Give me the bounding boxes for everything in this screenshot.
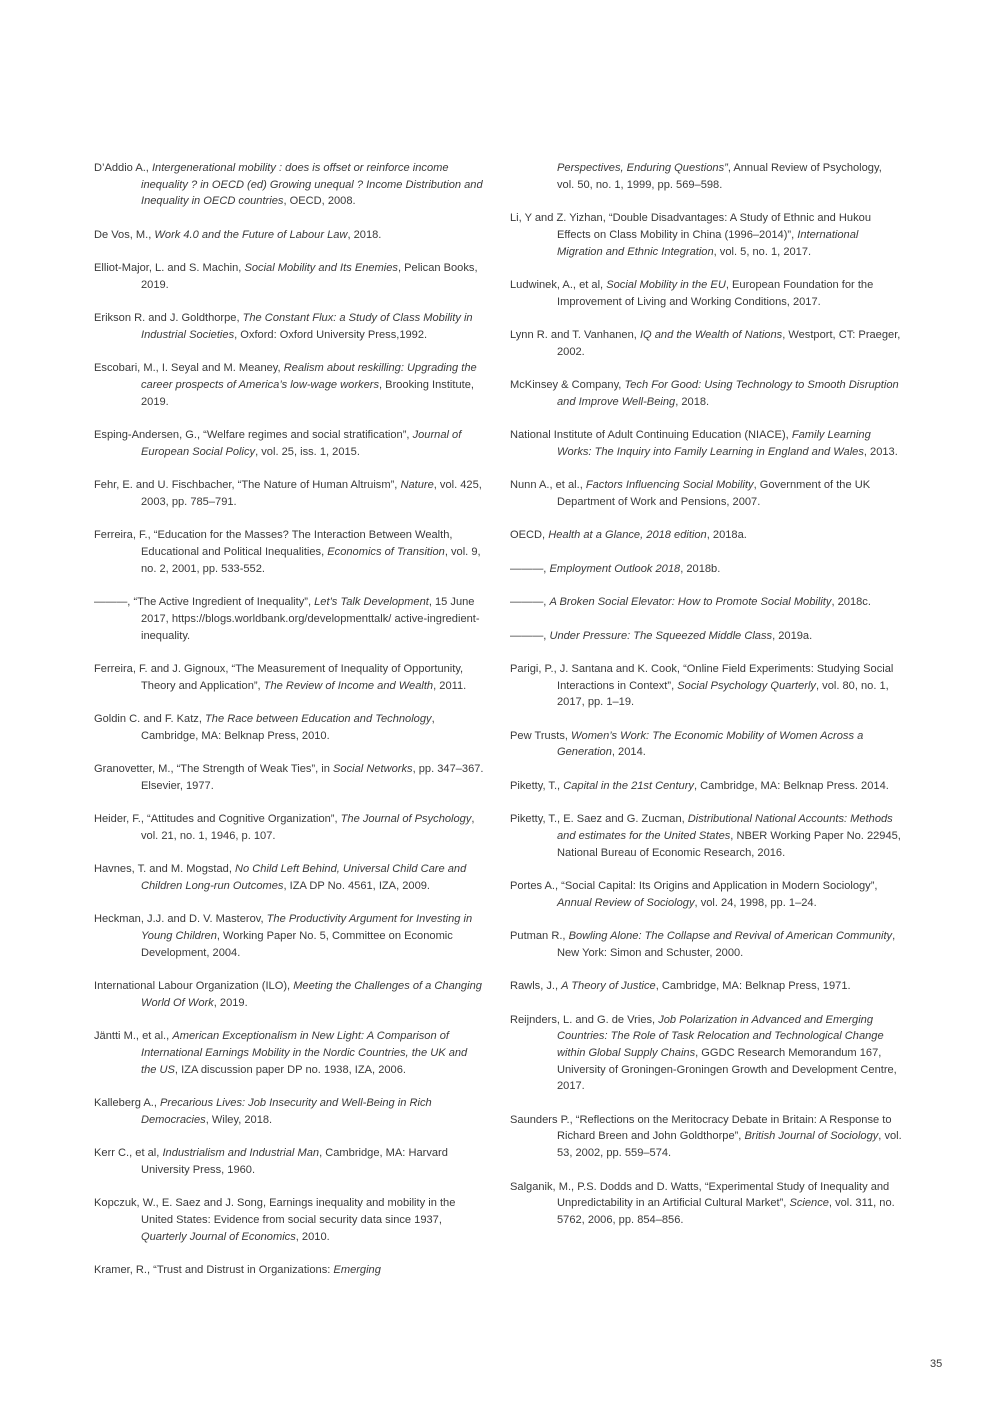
reference-entry xyxy=(510,928,902,961)
reference-title: Quarterly Journal of Economics xyxy=(141,1230,296,1243)
reference-entry xyxy=(94,661,484,694)
reference-title: Annual Review of Sociology xyxy=(557,896,695,909)
reference-entry xyxy=(94,527,484,577)
reference-entry xyxy=(94,1145,484,1178)
reference-entry xyxy=(94,978,484,1011)
reference-text: Fehr, E. and U. Fischbacher, “The Nature of Human Altruism”, xyxy=(94,479,401,492)
reference-text: Ferreira, F. and J. Gignoux, “The Measurement of Inequality of Opportunity, Theory and Application”, xyxy=(94,662,464,692)
reference-title: The Race between Education and Technology xyxy=(205,713,432,726)
reference-title: A Broken Social Elevator: How to Promote Social Mobility xyxy=(549,596,832,609)
reference-details: , Pelican Books, 2019. xyxy=(141,262,478,291)
reference-entry xyxy=(510,878,902,911)
reference-details: , 2018. xyxy=(347,228,382,241)
reference-title: Job Polarization in Advanced and Emerging Countries: The Role of Task Relocation and Technological Change within Global Supply Chains xyxy=(557,1013,884,1059)
reference-entry xyxy=(510,377,902,410)
reference-text: Erikson R. and J. Goldthorpe, xyxy=(94,312,243,325)
reference-text: Reijnders, L. and G. de Vries, xyxy=(510,1013,659,1026)
reference-text: Heider, F., “Attitudes and Cognitive Organization”, xyxy=(94,813,341,826)
reference-details: , Cambridge, MA: Belknap Press, 1971. xyxy=(655,980,851,993)
reference-title: The Productivity Argument for Investing in Young Children xyxy=(141,913,473,943)
reference-text: Parigi, P., J. Santana and K. Cook, “Online Field Experiments: Studying Social Interactions in Context”, xyxy=(510,662,894,692)
reference-entry xyxy=(94,1262,484,1279)
reference-details: , vol. 25, iss. 1, 2015. xyxy=(255,445,360,458)
reference-text: Heckman, J.J. and D. V. Masterov, xyxy=(94,913,267,926)
reference-details: , vol. 80, no. 1, 2017, pp. 1–19. xyxy=(557,679,889,709)
repeat-author-dash: ——— xyxy=(510,562,544,575)
reference-text: Ludwinek, A., et al, xyxy=(510,278,607,291)
reference-entry xyxy=(94,1095,484,1128)
reference-title: The Constant Flux: a Study of Class Mobility in Industrial Societies xyxy=(141,312,473,341)
reference-details: , 2018. xyxy=(675,395,710,408)
reference-details: , OECD, 2008. xyxy=(283,195,356,208)
reference-text: , “The Active Ingredient of Inequality”, xyxy=(127,596,315,609)
reference-entry xyxy=(510,160,902,193)
reference-details: , Cambridge, MA: Harvard University Press, 1960. xyxy=(141,1147,448,1176)
reference-details: , vol. 9, no. 2, 2001, pp. 533-552. xyxy=(141,546,481,575)
reference-text: Lynn R. and T. Vanhanen, xyxy=(510,328,640,341)
reference-title: Industrialism and Industrial Man xyxy=(162,1147,320,1160)
reference-details: , 2018c. xyxy=(831,596,871,609)
reference-title: American Exceptionalism in New Light: A Comparison of International Earnings Mobility in the Nordic Countries, the UK and the US xyxy=(141,1030,468,1076)
reference-entry xyxy=(510,210,902,260)
reference-entry xyxy=(510,594,902,611)
reference-entry xyxy=(94,477,484,510)
reference-entry xyxy=(94,310,484,343)
reference-text: , xyxy=(543,562,550,575)
reference-title: Social Mobility in the EU xyxy=(606,278,726,291)
reference-entry xyxy=(510,728,902,761)
references-right-column xyxy=(510,160,902,1245)
reference-text: , xyxy=(543,629,550,642)
reference-entry xyxy=(94,1028,484,1078)
reference-details: , Oxford: Oxford University Press,1992. xyxy=(234,328,428,341)
reference-details: , Government of the UK Department of Work and Pensions, 2007. xyxy=(557,479,871,508)
reference-text: Salganik, M., P.S. Dodds and D. Watts, “Experimental Study of Inequality and Unpredictability in an Artificial Cultural Market”, xyxy=(510,1180,890,1210)
reference-text: Rawls, J., xyxy=(510,980,562,993)
reference-entry xyxy=(510,427,902,460)
reference-title: Under Pressure: The Squeezed Middle Class xyxy=(549,629,773,642)
page-number: 35 xyxy=(930,1358,943,1370)
reference-title: The Journal of Psychology xyxy=(340,813,472,826)
reference-title: Distributional National Accounts: Methods and estimates for the United States xyxy=(557,813,893,842)
reference-title: The Review of Income and Wealth xyxy=(263,679,434,692)
reference-title: Realism about reskilling: Upgrading the career prospects of America’s low-wage workers xyxy=(141,362,477,392)
reference-details: , Annual Review of Psychology, vol. 50, no. 1, 1999, pp. 569–598. xyxy=(557,162,882,191)
reference-text: Piketty, T., xyxy=(510,779,564,792)
reference-details: , New York: Simon and Schuster, 2000. xyxy=(557,930,896,959)
reference-details: , 2011. xyxy=(433,679,467,692)
reference-title: Capital in the 21st Century xyxy=(563,779,694,792)
reference-details: , 2019. xyxy=(213,996,248,1009)
reference-title: Tech For Good: Using Technology to Smooth Disruption and Improve Well-Being xyxy=(557,379,899,408)
reference-title: Women’s Work: The Economic Mobility of Women Across a Generation xyxy=(557,729,864,759)
reference-entry xyxy=(510,978,902,995)
reference-details: , IZA discussion paper DP no. 1938, IZA, 2006. xyxy=(174,1063,406,1076)
reference-text: Esping-Andersen, G., “Welfare regimes and social stratification”, xyxy=(94,429,413,442)
reference-entry xyxy=(94,1195,484,1245)
reference-details: , Working Paper No. 5, Committee on Economic Development, 2004. xyxy=(141,930,453,959)
reference-title: Bowling Alone: The Collapse and Revival of American Community xyxy=(568,930,893,943)
reference-title: Journal of European Social Policy xyxy=(141,429,462,458)
reference-details: , NBER Working Paper No. 22945, National Bureau of Economic Research, 2016. xyxy=(557,829,901,859)
reference-entry xyxy=(94,861,484,894)
reference-entry xyxy=(94,761,484,794)
reference-entry xyxy=(94,160,484,210)
reference-text: Putman R., xyxy=(510,930,569,943)
reference-entry xyxy=(510,661,902,711)
reference-title: International Migration and Ethnic Integration xyxy=(557,228,859,258)
reference-title: No Child Left Behind, Universal Child Care and Children Long-run Outcomes xyxy=(141,863,467,893)
reference-details: , 2013. xyxy=(863,445,898,458)
reference-details: , Wiley, 2018. xyxy=(205,1113,273,1126)
reference-title: Employment Outlook 2018 xyxy=(549,562,681,575)
reference-text: De Vos, M., xyxy=(94,228,155,241)
reference-text: Kopczuk, W., E. Saez and J. Song, Earnings inequality and mobility in the United States: Evidence from social security data since 1937, xyxy=(94,1197,456,1226)
reference-title: IQ and the Wealth of Nations xyxy=(639,328,783,341)
reference-title: Precarious Lives: Job Insecurity and Well-Being in Rich Democracies xyxy=(141,1097,432,1126)
reference-details: , vol. 53, 2002, pp. 559–574. xyxy=(557,1130,902,1160)
reference-title: A Theory of Justice xyxy=(561,980,656,993)
reference-entry xyxy=(510,561,902,578)
reference-details: , Brooking Institute, 2019. xyxy=(141,379,474,408)
reference-entry xyxy=(510,277,902,310)
reference-title: Social Psychology Quarterly xyxy=(677,679,816,692)
reference-details: , 2018b. xyxy=(680,562,721,575)
reference-details: , vol. 24, 1998, pp. 1–24. xyxy=(694,896,817,909)
reference-entry xyxy=(94,360,484,410)
reference-text: Jäntti M., et al., xyxy=(94,1030,173,1043)
reference-title: Nature xyxy=(400,479,434,492)
reference-text: Havnes, T. and M. Mogstad, xyxy=(94,863,236,876)
reference-entry xyxy=(510,477,902,510)
repeat-author-dash: ——— xyxy=(510,596,544,609)
reference-text: Ferreira, F., “Education for the Masses? The Interaction Between Wealth, Educational and Political Inequalities, xyxy=(94,529,453,559)
reference-details: , Westport, CT: Praeger, 2002. xyxy=(557,328,901,358)
reference-text: Pew Trusts, xyxy=(510,729,572,742)
reference-entry xyxy=(510,778,902,795)
reference-title: Work 4.0 and the Future of Labour Law xyxy=(154,228,348,241)
reference-entry xyxy=(510,527,902,544)
reference-entry xyxy=(510,628,902,645)
reference-title: Health at a Glance, 2018 edition xyxy=(548,529,707,542)
reference-title: Family Learning Works: The Inquiry into Family Learning in England and Wales xyxy=(557,429,871,458)
reference-text: Escobari, M., I. Seyal and M. Meaney, xyxy=(94,362,284,375)
reference-details: , 2019a. xyxy=(772,629,813,642)
reference-entry xyxy=(94,227,484,244)
reference-details: , vol. 21, no. 1, 1946, p. 107. xyxy=(141,813,475,842)
reference-text: Kerr C., et al, xyxy=(94,1147,163,1160)
reference-entry xyxy=(510,1012,902,1096)
reference-entry xyxy=(510,1179,902,1229)
reference-text: OECD, xyxy=(510,529,549,542)
reference-details: , vol. 425, 2003, pp. 785–791. xyxy=(141,479,482,508)
reference-title: Economics of Transition xyxy=(327,546,445,559)
reference-title: Social Networks xyxy=(333,763,413,776)
reference-text: Portes A., “Social Capital: Its Origins and Application in Modern Sociology”, xyxy=(510,880,878,892)
reference-details: , European Foundation for the Improvement of Living and Working Conditions, 2017. xyxy=(557,278,874,308)
reference-entry xyxy=(94,711,484,744)
reference-title: Social Mobility and Its Enemies xyxy=(244,262,398,275)
reference-title: Science xyxy=(789,1197,829,1210)
reference-details: , 15 June 2017, https://blogs.worldbank.org/developmenttalk/ active-ingredient-inequality. xyxy=(141,596,480,642)
reference-details: , IZA DP No. 4561, IZA, 2009. xyxy=(283,880,431,893)
reference-details: , 2014. xyxy=(611,746,646,759)
reference-details: , 2010. xyxy=(295,1230,330,1243)
reference-entry xyxy=(94,811,484,844)
reference-text: Nunn A., et al., xyxy=(510,479,586,492)
reference-details: , pp. 347–367. Elsevier, 1977. xyxy=(141,763,484,792)
reference-title: Emerging xyxy=(333,1264,381,1277)
reference-text: McKinsey & Company, xyxy=(510,379,625,392)
reference-text: Elliot-Major, L. and S. Machin, xyxy=(94,262,245,275)
reference-entry xyxy=(94,911,484,961)
reference-title: Intergenerational mobility : does is offset or reinforce income inequality ? in OECD (ed) Growing unequal ? Income Distribution and Inequality in OECD countries xyxy=(141,162,483,208)
reference-details: , GGDC Research Memorandum 167, University of Groningen-Groningen Growth and Development Centre, 2017. xyxy=(557,1046,897,1093)
reference-details: , Cambridge, MA: Belknap Press. 2014. xyxy=(693,779,889,792)
reference-title: Let’s Talk Development xyxy=(314,596,429,609)
reference-text: Granovetter, M., “The Strength of Weak Ties”, in xyxy=(94,763,334,776)
reference-entry xyxy=(94,260,484,293)
reference-text: Kramer, R., “Trust and Distrust in Organizations: xyxy=(94,1264,334,1277)
references-left-column xyxy=(94,160,484,1295)
reference-text: National Institute of Adult Continuing Education (NIACE), xyxy=(510,429,792,442)
reference-details: , 2018a. xyxy=(706,529,747,542)
reference-title: Meeting the Challenges of a Changing World Of Work xyxy=(141,980,482,1009)
reference-details: , vol. 5, no. 1, 2017. xyxy=(713,245,812,258)
reference-text: D’Addio A., xyxy=(94,162,152,174)
reference-text: Li, Y and Z. Yizhan, “Double Disadvantages: A Study of Ethnic and Hukou Effects on Class Mobility in China (1996–2014)”, xyxy=(510,212,871,241)
reference-title: Perspectives, Enduring Questions” xyxy=(557,162,728,174)
reference-text: Saunders P., “Reflections on the Meritocracy Debate in Britain: A Response to Richard Breen and John Goldthorpe”, xyxy=(510,1113,892,1143)
reference-text: Goldin C. and F. Katz, xyxy=(94,713,205,726)
repeat-author-dash: ——— xyxy=(510,629,544,642)
reference-entry xyxy=(510,1112,902,1162)
reference-title: British Journal of Sociology xyxy=(744,1130,879,1143)
reference-entry xyxy=(510,327,902,360)
reference-title: Factors Influencing Social Mobility xyxy=(585,479,754,492)
reference-text: , xyxy=(543,596,550,609)
reference-entry xyxy=(94,427,484,460)
reference-entry xyxy=(94,594,484,644)
repeat-author-dash: ——— xyxy=(94,596,128,609)
reference-details: , Cambridge, MA: Belknap Press, 2010. xyxy=(141,713,435,742)
reference-details: , vol. 311, no. 5762, 2006, pp. 854–856. xyxy=(557,1197,895,1226)
reference-text: International Labour Organization (ILO), xyxy=(94,980,294,993)
reference-text: Piketty, T., E. Saez and G. Zucman, xyxy=(510,813,688,826)
reference-entry xyxy=(510,811,902,861)
reference-text: Kalleberg A., xyxy=(94,1097,160,1110)
